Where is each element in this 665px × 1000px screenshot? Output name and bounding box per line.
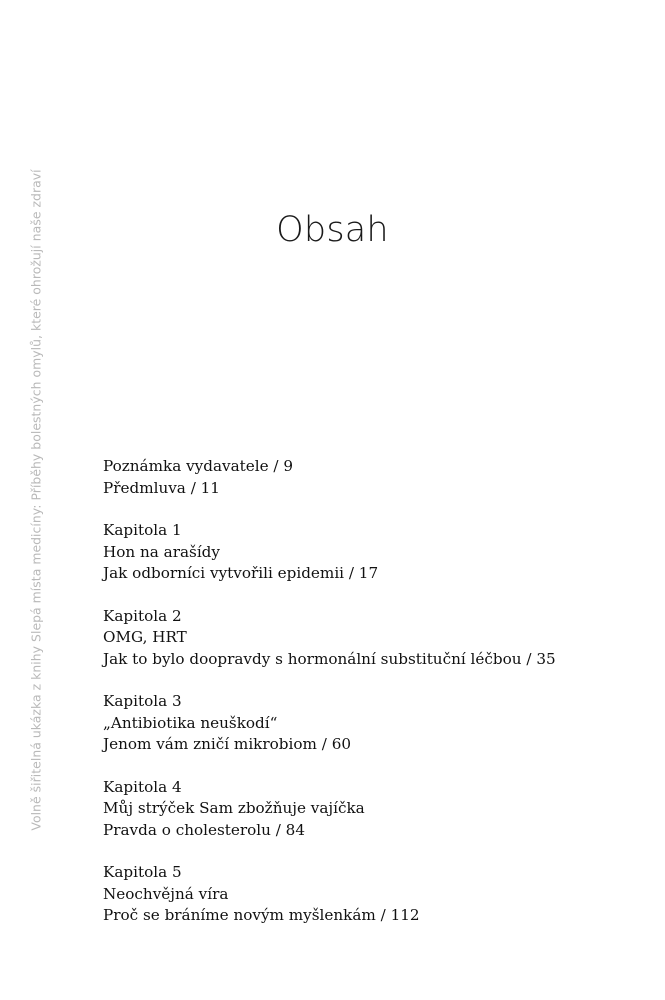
chapter-subtitle[interactable]: Jenom vám zničí mikrobiom / 60	[103, 735, 352, 753]
toc-group-front-matter	[103, 456, 623, 499]
chapter-subtitle[interactable]: Proč se bráníme novým myšlenkám / 112	[103, 906, 420, 924]
chapter-number: Kapitola 1	[103, 521, 182, 539]
chapter-title[interactable]: OMG, HRT	[103, 628, 187, 646]
toc-group-chapter-5	[103, 862, 623, 927]
sample-notice: Volně šiřitelná ukázka z knihy Slepá místa medicíny: Příběhy bolestných omylů, které ohrožují naše zdraví	[28, 169, 44, 831]
chapter-number: Kapitola 5	[103, 863, 182, 881]
chapter-subtitle[interactable]: Jak odborníci vytvořili epidemii / 17	[103, 564, 379, 582]
chapter-title[interactable]: „Antibiotika neuškodí“	[103, 713, 278, 732]
toc-group-chapter-1	[103, 520, 623, 585]
chapter-number: Kapitola 3	[103, 692, 182, 710]
chapter-subtitle[interactable]: Jak to bylo doopravdy s hormonální substituční léčbou / 35	[103, 649, 556, 668]
toc-entry[interactable]: Poznámka vydavatele / 9	[103, 457, 294, 475]
chapter-number: Kapitola 2	[103, 606, 182, 625]
toc-group-chapter-3	[103, 691, 623, 756]
chapter-title[interactable]: Můj strýček Sam zbožňuje vajíčka	[103, 799, 365, 817]
chapter-subtitle[interactable]: Pravda o cholesterolu / 84	[103, 820, 305, 839]
page-title: Obsah	[276, 210, 389, 250]
chapter-title[interactable]: Hon na arašídy	[103, 542, 220, 561]
chapter-number: Kapitola 4	[103, 777, 182, 796]
chapter-title[interactable]: Neochvějná víra	[103, 884, 229, 903]
toc-group-chapter-4	[103, 777, 623, 842]
toc-entry[interactable]: Předmluva / 11	[103, 478, 220, 497]
toc-group-chapter-2	[103, 606, 623, 671]
table-of-contents	[103, 456, 623, 948]
